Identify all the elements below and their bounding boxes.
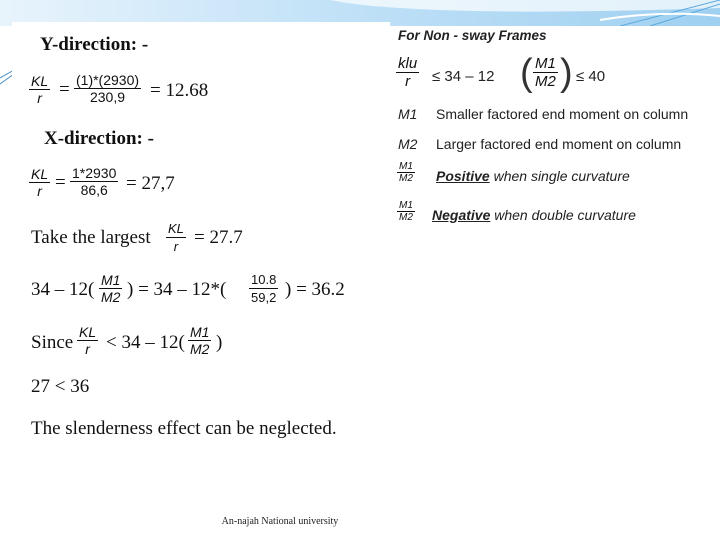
formula-m-fraction: $\frac{M1}{M2}$ <box>535 55 556 90</box>
negative-ratio-fraction: $\frac{M1}{M2}$ <box>399 200 413 223</box>
since-middle: < 34 – 12( <box>106 332 185 353</box>
m1-description: Smaller factored end moment on column <box>436 106 689 122</box>
since-label: Since <box>31 332 74 353</box>
largest-result: = 27.7 <box>194 227 243 248</box>
klu-fraction: klu r <box>398 55 418 90</box>
x-result: = 27,7 <box>126 173 175 194</box>
y-kl-fraction: $\frac{KL}{r}$ <box>31 73 49 106</box>
y-result: = 12.68 <box>150 80 209 101</box>
non-sway-title: For Non - sway Frames <box>398 28 547 43</box>
check-part2: ) = 34 – 12*( <box>127 279 227 300</box>
m1-label: M1 <box>398 106 418 122</box>
x-equals: = <box>55 172 66 193</box>
since-suffix: ) <box>216 332 223 353</box>
check-part1: 34 – 12( <box>31 279 95 300</box>
negative-curvature-note: Negative when double curvature <box>432 207 636 223</box>
comparison-text: 27 < 36 <box>31 376 90 397</box>
m2-label: M2 <box>398 136 418 152</box>
check-value-fraction: $\frac{10.8}{59,2}$ <box>251 272 277 305</box>
check-part3: ) = 36.2 <box>285 279 345 300</box>
since-kl-fraction: $\frac{KL}{r}$ <box>79 324 97 357</box>
since-m-fraction: $\frac{M1}{M2}$ <box>190 324 210 357</box>
left-paren: ( <box>520 52 533 94</box>
y-equals: = <box>59 79 70 100</box>
x-direction-heading: X-direction: - <box>44 128 154 149</box>
conclusion-text: The slenderness effect can be neglected. <box>31 418 337 439</box>
largest-kl-fraction: $\frac{KL}{r}$ <box>168 221 184 254</box>
formula-lhs: ≤ 34 – 12 <box>432 68 495 85</box>
positive-ratio-fraction: $\frac{M1}{M2}$ <box>399 161 413 184</box>
y-direction-heading: Y-direction: - <box>40 34 149 55</box>
y-calc-fraction: $\frac{(1)*(2930)}{230,9}$ <box>76 72 140 105</box>
positive-curvature-note: Positive when single curvature <box>436 168 630 184</box>
x-kl-fraction: $\frac{KL}{r}$ <box>31 166 49 199</box>
check-m-fraction: $\frac{M1}{M2}$ <box>101 272 121 305</box>
m2-description: Larger factored end moment on column <box>436 136 682 152</box>
non-sway-reference-panel <box>392 26 720 240</box>
footer-university-name: An-najah National university <box>221 516 339 527</box>
left-calculation-panel <box>12 22 390 450</box>
right-paren: ) <box>560 52 573 94</box>
formula-rhs: ≤ 40 <box>576 68 606 85</box>
x-calc-fraction: $\frac{1*2930}{86,6}$ <box>72 165 117 198</box>
largest-label: Take the largest <box>31 227 151 248</box>
